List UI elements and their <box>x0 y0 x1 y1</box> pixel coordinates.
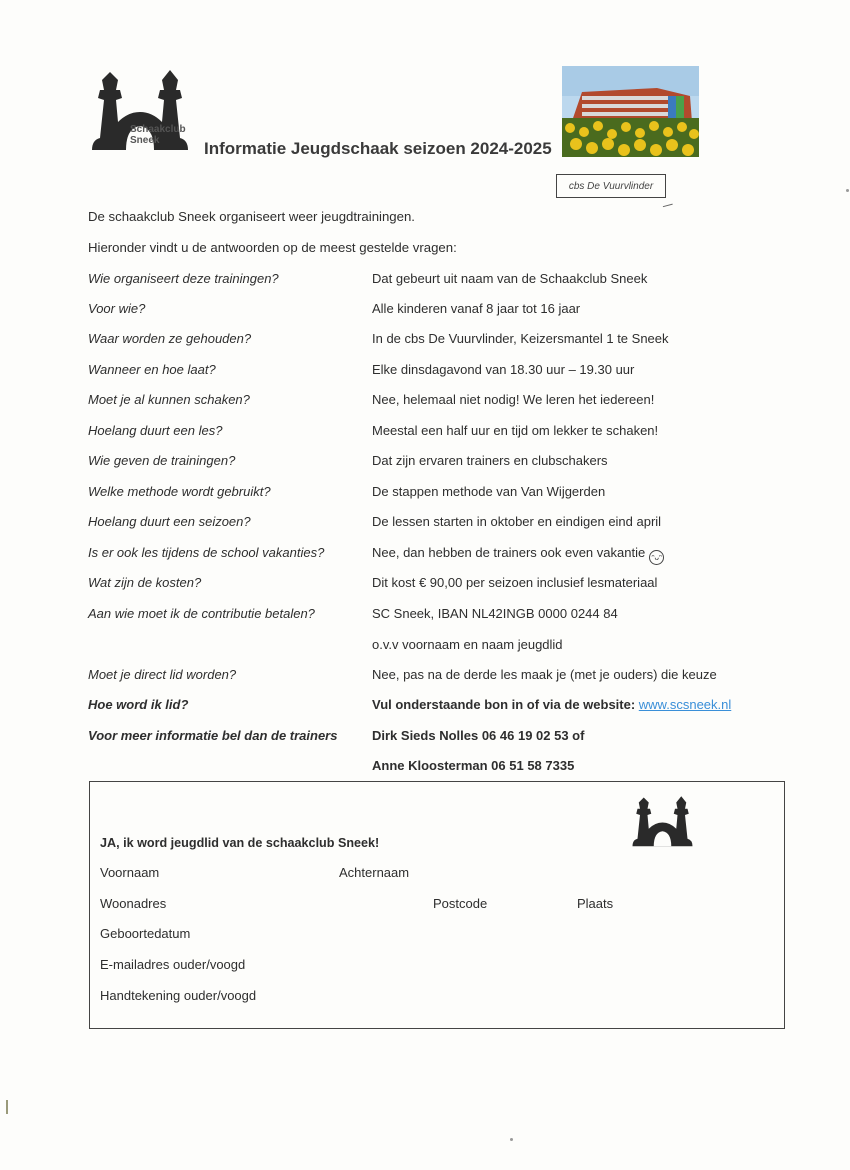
postcode-field[interactable]: Postcode <box>433 896 488 911</box>
faq-answer: Alle kinderen vanaf 8 jaar tot 16 jaar <box>372 301 581 316</box>
page-title: Informatie Jeugdschaak seizoen 2024-2025 <box>204 139 552 158</box>
scan-speck <box>846 189 849 192</box>
signup-question: Hoe word ik lid? <box>88 697 189 712</box>
faq-question: Wie geven de trainingen? <box>88 453 236 468</box>
faq-answer: SC Sneek, IBAN NL42INGB 0000 0244 84 <box>372 606 618 621</box>
faq-question: Wie organiseert deze trainingen? <box>88 271 279 286</box>
scan-speck <box>6 1100 8 1114</box>
faq-answer: Nee, helemaal niet nodig! We leren het iedereen! <box>372 392 655 407</box>
signup-answer <box>372 697 731 712</box>
faq-answer: Nee, dan hebben de trainers ook even vakantie <box>372 545 646 560</box>
faq-answer: Dit kost € 90,00 per seizoen inclusief lesmateriaal <box>372 575 658 590</box>
contact-line-1: Dirk Sieds Nolles 06 46 19 02 53 of <box>372 728 585 743</box>
faq-question: Wanneer en hoe laat? <box>88 362 216 377</box>
svg-text:Schaakclub: Schaakclub <box>130 124 186 135</box>
payment-note: o.v.v voornaam en naam jeugdlid <box>372 637 563 652</box>
smiley-icon: ᵔᴗᵔ <box>649 550 664 565</box>
last-name-field[interactable]: Achternaam <box>339 865 410 880</box>
faq-question: Welke methode wordt gebruikt? <box>88 484 271 499</box>
website-link[interactable]: www.scsneek.nl <box>638 697 732 712</box>
faq-answer: Dat gebeurt uit naam van de Schaakclub Sneek <box>372 271 648 286</box>
faq-answer-row <box>372 545 664 565</box>
faq-question: Hoelang duurt een seizoen? <box>88 514 251 529</box>
scan-speck <box>510 1138 513 1141</box>
faq-question: Waar worden ze gehouden? <box>88 331 252 346</box>
faq-question: Hoelang duurt een les? <box>88 423 223 438</box>
faq-question: Aan wie moet ik de contributie betalen? <box>88 606 315 621</box>
club-logo-small <box>626 790 704 850</box>
contact-line-2: Anne Kloosterman 06 51 58 7335 <box>372 758 575 773</box>
faq-answer: De stappen methode van Van Wijgerden <box>372 484 606 499</box>
intro-line-2: Hieronder vindt u de antwoorden op de meest gestelde vragen: <box>88 240 457 255</box>
address-field[interactable]: Woonadres <box>100 896 167 911</box>
svg-text:Sneek: Sneek <box>130 135 160 146</box>
school-photo <box>562 66 699 157</box>
faq-question: Moet je al kunnen schaken? <box>88 392 250 407</box>
faq-question: Wat zijn de kosten? <box>88 575 202 590</box>
first-name-field[interactable]: Voornaam <box>100 865 160 880</box>
birthdate-field[interactable]: Geboortedatum <box>100 926 191 941</box>
faq-question: Moet je direct lid worden? <box>88 667 237 682</box>
faq-answer: Nee, pas na de derde les maak je (met je ouders) die keuze <box>372 667 717 682</box>
club-logo <box>88 60 200 156</box>
signature-field[interactable]: Handtekening ouder/voogd <box>100 988 257 1003</box>
contact-question: Voor meer informatie bel dan de trainers <box>88 728 338 743</box>
email-field[interactable]: E-mailadres ouder/voogd <box>100 957 246 972</box>
faq-answer: Meestal een half uur en tijd om lekker te schaken! <box>372 423 659 438</box>
signup-text: Vul onderstaande bon in of via de website: <box>372 697 639 712</box>
faq-answer: De lessen starten in oktober en eindigen eind april <box>372 514 662 529</box>
intro-line-1: De schaakclub Sneek organiseert weer jeugdtrainingen. <box>88 209 415 224</box>
caption-mark <box>661 198 672 207</box>
photo-caption: cbs De Vuurvlinder <box>556 174 666 198</box>
faq-question: Is er ook les tijdens de school vakanties? <box>88 545 325 560</box>
faq-answer: In de cbs De Vuurvlinder, Keizersmantel 1 te Sneek <box>372 331 669 346</box>
faq-answer: Dat zijn ervaren trainers en clubschakers <box>372 453 608 468</box>
faq-answer: Elke dinsdagavond van 18.30 uur – 19.30 uur <box>372 362 635 377</box>
faq-question: Voor wie? <box>88 301 146 316</box>
form-heading: JA, ik word jeugdlid van de schaakclub Sneek! <box>100 836 380 850</box>
city-field[interactable]: Plaats <box>577 896 614 911</box>
